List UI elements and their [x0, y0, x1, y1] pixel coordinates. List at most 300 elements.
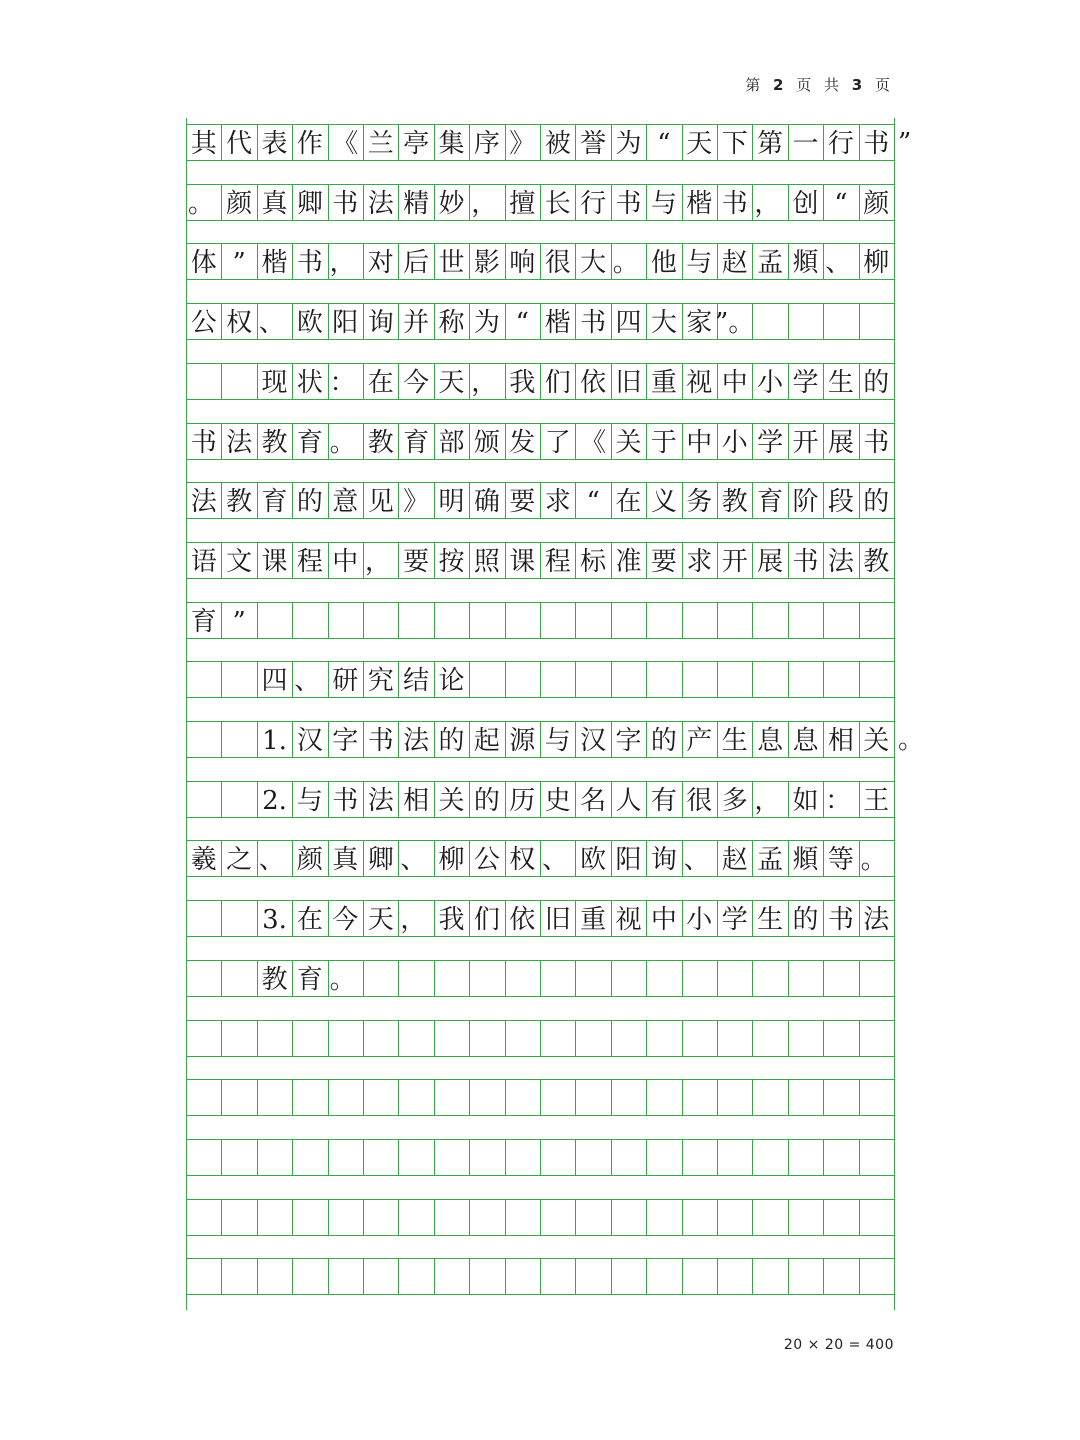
- grid-cell: [469, 1081, 504, 1117]
- grid-cell: 确: [473, 487, 500, 518]
- grid-cell: [398, 962, 433, 998]
- grid-cell: 书: [863, 129, 890, 159]
- grid-cell: 小: [686, 905, 713, 936]
- grid-cell: 》: [403, 487, 430, 518]
- grid-cell: [540, 1260, 575, 1296]
- grid-cell: [859, 1022, 894, 1058]
- grid-cell: 欧: [296, 308, 323, 339]
- grid-cell: 人: [615, 785, 642, 816]
- grid-cell: [469, 1260, 504, 1296]
- grid-cell: [575, 1141, 610, 1177]
- grid-cell: [752, 962, 787, 998]
- grid-cell: 被: [544, 129, 571, 159]
- grid-cell: [186, 1201, 221, 1237]
- grid-cell: 与: [544, 726, 571, 756]
- grid-cell: 楷: [686, 188, 713, 219]
- grid-cell: 天: [367, 905, 394, 936]
- grid-cell: [292, 1201, 327, 1237]
- grid-cell: 。: [329, 427, 356, 458]
- grid-cell: 要: [509, 487, 536, 518]
- grid-cell: [575, 663, 610, 699]
- grid-cell: ，: [471, 188, 498, 219]
- grid-cell: 影: [473, 248, 500, 279]
- grid-cell: [363, 1081, 398, 1117]
- grid-cell: [575, 1022, 610, 1058]
- grid-cell: 中: [686, 427, 713, 458]
- grid-cell: [505, 962, 540, 998]
- grid-cell: [717, 1022, 752, 1058]
- grid-cell: [434, 1260, 469, 1296]
- grid-cell: [859, 1260, 894, 1296]
- grid-cell: [505, 663, 540, 699]
- grid-cell: 准: [615, 546, 642, 577]
- grid-cell: 论: [438, 666, 465, 697]
- grid-cell: 頫: [792, 248, 819, 279]
- grid-cell: [823, 604, 858, 640]
- grid-cell: ，: [754, 188, 781, 219]
- grid-cell: [505, 1201, 540, 1237]
- grid-cell: 多: [721, 785, 748, 816]
- grid-cell: 权: [226, 308, 253, 339]
- grid-cell: [540, 1141, 575, 1177]
- grid-cell: [788, 663, 823, 699]
- grid-cell: [328, 1201, 363, 1237]
- grid-cell: 真: [332, 845, 359, 876]
- grid-cell: 育: [190, 606, 217, 637]
- grid-cell: [646, 1022, 681, 1058]
- grid-cell: 大: [650, 308, 677, 339]
- grid-cell: 。: [329, 964, 356, 995]
- grid-cell: [575, 604, 610, 640]
- grid-cell: 的: [296, 487, 323, 518]
- grid-cell: 大: [580, 248, 607, 279]
- grid-cell: 。: [188, 188, 215, 219]
- grid-cell: ：: [825, 785, 852, 816]
- grid-cell: 3.: [262, 905, 287, 936]
- grid-cell: 起: [473, 726, 500, 756]
- grid-cell: [611, 604, 646, 640]
- grid-cell: [540, 1201, 575, 1237]
- grid-cell: [363, 1260, 398, 1296]
- grid-cell: 育: [403, 427, 430, 458]
- grid-cell: 明: [438, 487, 465, 518]
- grid-cell: [257, 1022, 292, 1058]
- grid-cell: 关: [863, 726, 890, 756]
- grid-cell: 与: [686, 248, 713, 279]
- grid-cell: [717, 604, 752, 640]
- grid-cell: [752, 663, 787, 699]
- grid-cell: [221, 365, 256, 401]
- grid-cell: [186, 1141, 221, 1177]
- grid-cell: 学: [792, 367, 819, 398]
- grid-cell: [221, 723, 256, 759]
- grid-cell: [752, 1260, 787, 1296]
- grid-cell: 要: [650, 546, 677, 577]
- grid-cell: [611, 1201, 646, 1237]
- grid-cell: [682, 1081, 717, 1117]
- grid-cell: 、: [683, 845, 710, 876]
- grid-cell: 誉: [580, 129, 607, 159]
- grid-cell: [469, 1201, 504, 1237]
- grid-cell: 视: [686, 367, 713, 398]
- grid-cell: 如: [792, 785, 819, 816]
- grid-cell: 意: [332, 487, 359, 518]
- grid-cell: ，: [329, 248, 356, 279]
- grid-cell: [788, 604, 823, 640]
- grid-cell: 们: [544, 367, 571, 398]
- grid-cell: [823, 663, 858, 699]
- grid-cell: 了: [544, 427, 571, 458]
- grid-cell: [717, 1081, 752, 1117]
- grid-cell: 学: [721, 905, 748, 936]
- grid-cell: “: [657, 129, 671, 159]
- grid-cell: 书: [827, 905, 854, 936]
- grid-cell: [328, 1141, 363, 1177]
- grid-cell: 行: [827, 129, 854, 159]
- grid-cell: 世: [438, 248, 465, 279]
- grid-cell: [823, 1141, 858, 1177]
- grid-cell: [823, 1022, 858, 1058]
- grid-cell: 为: [473, 308, 500, 339]
- grid-cell: [540, 1081, 575, 1117]
- grid-cell: 法: [827, 546, 854, 577]
- grid-cell: 很: [544, 248, 571, 279]
- grid-cell: [823, 1260, 858, 1296]
- grid-cell: 、: [258, 845, 285, 876]
- grid-cell: [186, 1022, 221, 1058]
- grid-cell: [540, 604, 575, 640]
- grid-cell: [505, 1141, 540, 1177]
- grid-cell: 书: [863, 427, 890, 458]
- grid-cell: 旧: [615, 367, 642, 398]
- grid-cell: 表: [261, 129, 288, 159]
- grid-cell: 教: [226, 487, 253, 518]
- grid-cell: [646, 962, 681, 998]
- grid-cell: [221, 1022, 256, 1058]
- grid-cell: [646, 1201, 681, 1237]
- grid-cell: 育: [296, 427, 323, 458]
- grid-cell: [363, 604, 398, 640]
- grid-cell: 长: [544, 188, 571, 219]
- grid-cell: 在: [367, 367, 394, 398]
- grid-cell: 发: [509, 427, 536, 458]
- grid-cell: 展: [827, 427, 854, 458]
- grid-cell: [717, 663, 752, 699]
- grid-cell: 程: [544, 546, 571, 577]
- grid-cell: 法: [367, 188, 394, 219]
- grid-cell: [434, 1201, 469, 1237]
- grid-cell: 其: [190, 129, 217, 159]
- grid-cell: 公: [190, 308, 217, 339]
- grid-cell: 并: [403, 308, 430, 339]
- grid-cell: 开: [721, 546, 748, 577]
- grid-cell: 生: [827, 367, 854, 398]
- grid-cell: 亭: [403, 129, 430, 159]
- grid-cell: [469, 1141, 504, 1177]
- grid-cell: 我: [509, 367, 536, 398]
- grid-cell: 育: [261, 487, 288, 518]
- grid-cell: 阳: [332, 308, 359, 339]
- grid-cell: 孟: [757, 248, 784, 279]
- grid-cell: [823, 305, 858, 341]
- grid-cell: “: [515, 308, 529, 339]
- overflow-punctuation: 。: [898, 725, 925, 755]
- grid-cell: [646, 663, 681, 699]
- grid-cell: 法: [863, 905, 890, 936]
- grid-cell: 中: [650, 905, 677, 936]
- grid-cell: [788, 1201, 823, 1237]
- grid-cell: [859, 604, 894, 640]
- grid-cell: [292, 1022, 327, 1058]
- grid-cell: 关: [615, 427, 642, 458]
- grid-cell: [823, 962, 858, 998]
- grid-cell: 第: [757, 129, 784, 159]
- grid-cell: [611, 1081, 646, 1117]
- grid-cell: [398, 1022, 433, 1058]
- grid-cell: 四: [615, 308, 642, 339]
- grid-cell: 们: [473, 905, 500, 936]
- grid-cell: 重: [580, 905, 607, 936]
- grid-cell: [257, 1081, 292, 1117]
- grid-cell: [363, 1201, 398, 1237]
- page-total: 3: [851, 76, 867, 94]
- grid-cell: [363, 1022, 398, 1058]
- grid-cell: 赵: [721, 248, 748, 279]
- grid-cell: 教: [863, 546, 890, 577]
- grid-cell: ”: [232, 248, 246, 279]
- grid-cell: 书: [615, 188, 642, 219]
- grid-cell: 阳: [615, 845, 642, 876]
- grid-cell: 四: [261, 666, 288, 697]
- grid-cell: [788, 1081, 823, 1117]
- grid-cell: 《: [580, 427, 607, 458]
- grid-cell: [398, 1081, 433, 1117]
- grid-cell: 公: [473, 845, 500, 876]
- grid-cell: [257, 1201, 292, 1237]
- grid-cell: [505, 1260, 540, 1296]
- grid-cell: ，: [471, 367, 498, 398]
- grid-cell: 有: [650, 785, 677, 816]
- grid-cell: [646, 1141, 681, 1177]
- grid-cell: 相: [403, 785, 430, 816]
- grid-cell: 代: [226, 129, 253, 159]
- grid-cell: [823, 1201, 858, 1237]
- grid-cell: 擅: [509, 188, 536, 219]
- grid-cell: 求: [686, 546, 713, 577]
- grid-cell: [186, 962, 221, 998]
- grid-cell: [257, 604, 292, 640]
- grid-cell: 的: [863, 367, 890, 398]
- grid-cell: [434, 1022, 469, 1058]
- grid-cell: 部: [438, 427, 465, 458]
- grid-cell: [292, 604, 327, 640]
- grid-cell: 书: [792, 546, 819, 577]
- grid-cell: [788, 1260, 823, 1296]
- page-label-prefix: 第: [745, 76, 765, 94]
- grid-cell: 为: [615, 129, 642, 159]
- grid-cell: 息: [792, 726, 819, 756]
- grid-cell: 课: [509, 546, 536, 577]
- grid-cell: [328, 1081, 363, 1117]
- grid-cell: 家: [686, 308, 713, 339]
- grid-cell: [469, 663, 504, 699]
- grid-cell: 序: [473, 129, 500, 159]
- grid-cell: 生: [721, 726, 748, 756]
- grid-cell: 真: [261, 188, 288, 219]
- grid-cell: ，: [400, 905, 427, 936]
- grid-cell: 研: [332, 666, 359, 697]
- grid-cell: [434, 1141, 469, 1177]
- grid-cell: 书: [580, 308, 607, 339]
- grid-cell: 开: [792, 427, 819, 458]
- grid-cell: 颜: [296, 845, 323, 876]
- grid-cell: 颜: [226, 188, 253, 219]
- grid-cell: 汉: [580, 726, 607, 756]
- grid-cell: 。: [860, 845, 887, 876]
- grid-cell: 视: [615, 905, 642, 936]
- grid-cell: [292, 1081, 327, 1117]
- grid-cell: 书: [296, 248, 323, 279]
- grid-cell: 王: [863, 785, 890, 816]
- grid-cell: [328, 1022, 363, 1058]
- grid-cell: [575, 1260, 610, 1296]
- grid-cell: 之: [226, 845, 253, 876]
- grid-cell: [398, 1201, 433, 1237]
- grid-cell: [717, 1141, 752, 1177]
- grid-cell: [859, 962, 894, 998]
- grid-cell: [611, 1141, 646, 1177]
- grid-cell: [221, 1081, 256, 1117]
- grid-cell: [823, 1081, 858, 1117]
- grid-cell: 询: [367, 308, 394, 339]
- grid-cell: [752, 1141, 787, 1177]
- grid-cell: 的: [650, 726, 677, 756]
- grid-cell: 息: [757, 726, 784, 756]
- grid-cell: [752, 604, 787, 640]
- grid-cell: [646, 1081, 681, 1117]
- overflow-punctuation: ”: [898, 128, 912, 158]
- grid-cell: [788, 1022, 823, 1058]
- grid-cell: [859, 1081, 894, 1117]
- grid-cell: 见: [367, 487, 394, 518]
- grid-cell: 卿: [296, 188, 323, 219]
- grid-cell: 依: [509, 905, 536, 936]
- grid-cell: 小: [757, 367, 784, 398]
- grid-cell: 欧: [580, 845, 607, 876]
- grid-cell: 后: [403, 248, 430, 279]
- grid-cell: [186, 663, 221, 699]
- grid-cell: 于: [650, 427, 677, 458]
- grid-cell: [398, 1260, 433, 1296]
- grid-cell: 权: [509, 845, 536, 876]
- grid-cell: [682, 962, 717, 998]
- grid-cell: 、: [294, 666, 321, 697]
- grid-cell: ：: [329, 367, 356, 398]
- grid-cell: [186, 723, 221, 759]
- grid-cell: [221, 1260, 256, 1296]
- grid-cell: 学: [757, 427, 784, 458]
- grid-cell: 询: [650, 845, 677, 876]
- grid-cell: 字: [332, 726, 359, 756]
- grid-cell: 状: [296, 367, 323, 398]
- grid-cell: [257, 1260, 292, 1296]
- grid-cell: [859, 305, 894, 341]
- grid-cell: 书: [332, 188, 359, 219]
- grid-cell: 妙: [438, 188, 465, 219]
- grid-cell: 求: [544, 487, 571, 518]
- grid-cell: 下: [721, 129, 748, 159]
- grid-cell: [611, 1022, 646, 1058]
- grid-cell: 、: [258, 308, 285, 339]
- grid-cell: 标: [580, 546, 607, 577]
- grid-cell: 教: [367, 427, 394, 458]
- grid-cell: 颁: [473, 427, 500, 458]
- page-label-suffix: 页: [874, 76, 894, 94]
- grid-cell: [717, 1260, 752, 1296]
- grid-cell: ，: [754, 785, 781, 816]
- grid-cell: 作: [296, 129, 323, 159]
- grid-cell: 兰: [367, 129, 394, 159]
- grid-cell: [363, 1141, 398, 1177]
- grid-cell: [221, 1141, 256, 1177]
- grid-cell: 义: [650, 487, 677, 518]
- grid-cell: 书: [367, 726, 394, 756]
- grid-cell: [257, 1141, 292, 1177]
- grid-cell: [752, 1201, 787, 1237]
- grid-cell: 、: [825, 248, 852, 279]
- grid-cell: 名: [580, 785, 607, 816]
- grid-cell: [859, 663, 894, 699]
- grid-cell: [788, 1141, 823, 1177]
- grid-cell: 《: [332, 129, 359, 159]
- grid-cell: 的: [438, 726, 465, 756]
- grid-cell: [469, 604, 504, 640]
- grid-cell: 教: [721, 487, 748, 518]
- grid-cell: 重: [650, 367, 677, 398]
- grid-cell: 的: [792, 905, 819, 936]
- grid-cell: [363, 962, 398, 998]
- grid-cell: 教: [261, 427, 288, 458]
- grid-cell: [186, 1260, 221, 1296]
- grid-cell: 法: [190, 487, 217, 518]
- grid-cell: “: [834, 188, 848, 219]
- grid-cell: [328, 1260, 363, 1296]
- grid-cell: 卿: [367, 845, 394, 876]
- grid-cell: [505, 1022, 540, 1058]
- grid-cell: [682, 1022, 717, 1058]
- grid-cell: [682, 663, 717, 699]
- grid-cell: [788, 962, 823, 998]
- grid-cell: 阶: [792, 487, 819, 518]
- grid-cell: [646, 1260, 681, 1296]
- grid-cell: 》: [509, 129, 536, 159]
- grid-cell: 字: [615, 726, 642, 756]
- grid-cell: 法: [367, 785, 394, 816]
- grid-cell: 书: [721, 188, 748, 219]
- grid-cell: [434, 1081, 469, 1117]
- grid-cell: 精: [403, 188, 430, 219]
- grid-cell: [717, 1201, 752, 1237]
- grid-cell: 依: [580, 367, 607, 398]
- grid-cell: [611, 962, 646, 998]
- grid-cell: 教: [261, 964, 288, 995]
- grid-cell: 的: [863, 487, 890, 518]
- grid-cell: 1.: [262, 726, 287, 756]
- grid-cell: [221, 783, 256, 819]
- grid-cell: 孟: [757, 845, 784, 876]
- grid-cell: [540, 663, 575, 699]
- grid-cell: [292, 1141, 327, 1177]
